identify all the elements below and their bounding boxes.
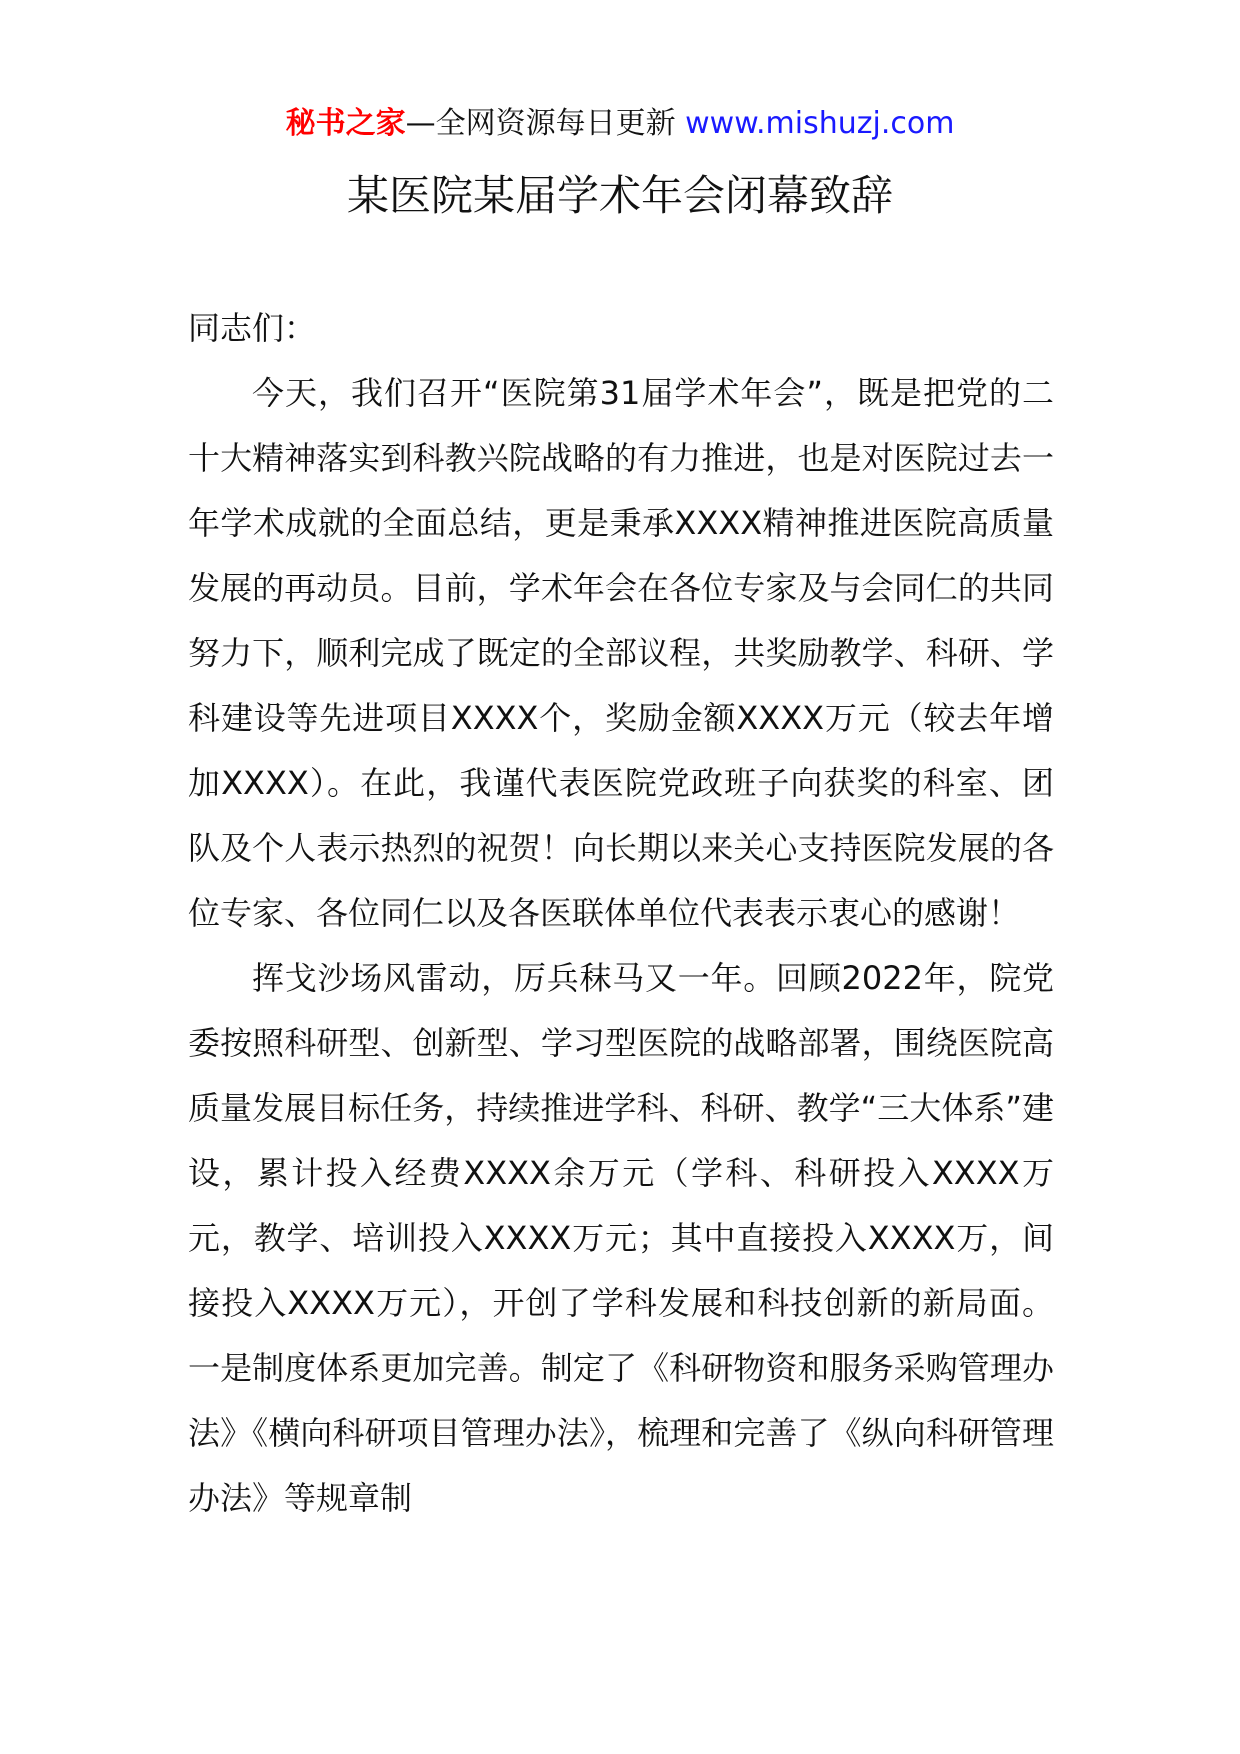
- site-header: [0, 102, 1240, 146]
- paragraph-2: 挥戈沙场风雷动，厉兵秣马又一年。回顾2022年，院党委按照科研型、创新型、学习型医院的战略部署，围绕医院高质量发展目标任务，持续推进学科、科研、教学“三大体系”建设，累计投入经费XXXX余万元（学科、科研投入XXXX万元，教学、培训投入XXXX万元；其中直接投入XXXX万，间接投入XXXX万元），开创了学科发展和科技创新的新局面。一是制度体系更加完善。制定了《科研物资和服务采购管理办法》《横向科研项目管理办法》，梳理和完善了《纵向科研管理办法》等规章制: [188, 959, 1054, 1517]
- brand-name: 秘书之家: [285, 106, 406, 141]
- paragraph-1: 今天，我们召开“医院第31届学术年会”，既是把党的二十大精神落实到科教兴院战略的有力推进，也是对医院过去一年学术成就的全面总结，更是秉承XXXX精神推进医院高质量发展的再动员。目前，学术年会在各位专家及与会同仁的共同努力下，顺利完成了既定的全部议程，共奖励教学、科研、学科建设等先进项目XXXX个，奖励金额XXXX万元（较去年增加XXXX）。在此，我谨代表医院党政班子向获奖的科室、团队及个人表示热烈的祝贺！向长期以来关心支持医院发展的各位专家、各位同仁以及各医联体单位代表表示衷心的感谢！: [188, 374, 1054, 932]
- site-url-link[interactable]: www.mishuzj.com: [685, 106, 955, 141]
- header-tagline: —全网资源每日更新: [405, 106, 686, 141]
- document-title: 某医院某届学术年会闭幕致辞: [346, 171, 893, 220]
- salutation: 同志们：: [188, 309, 317, 347]
- document-body: [188, 296, 1054, 1531]
